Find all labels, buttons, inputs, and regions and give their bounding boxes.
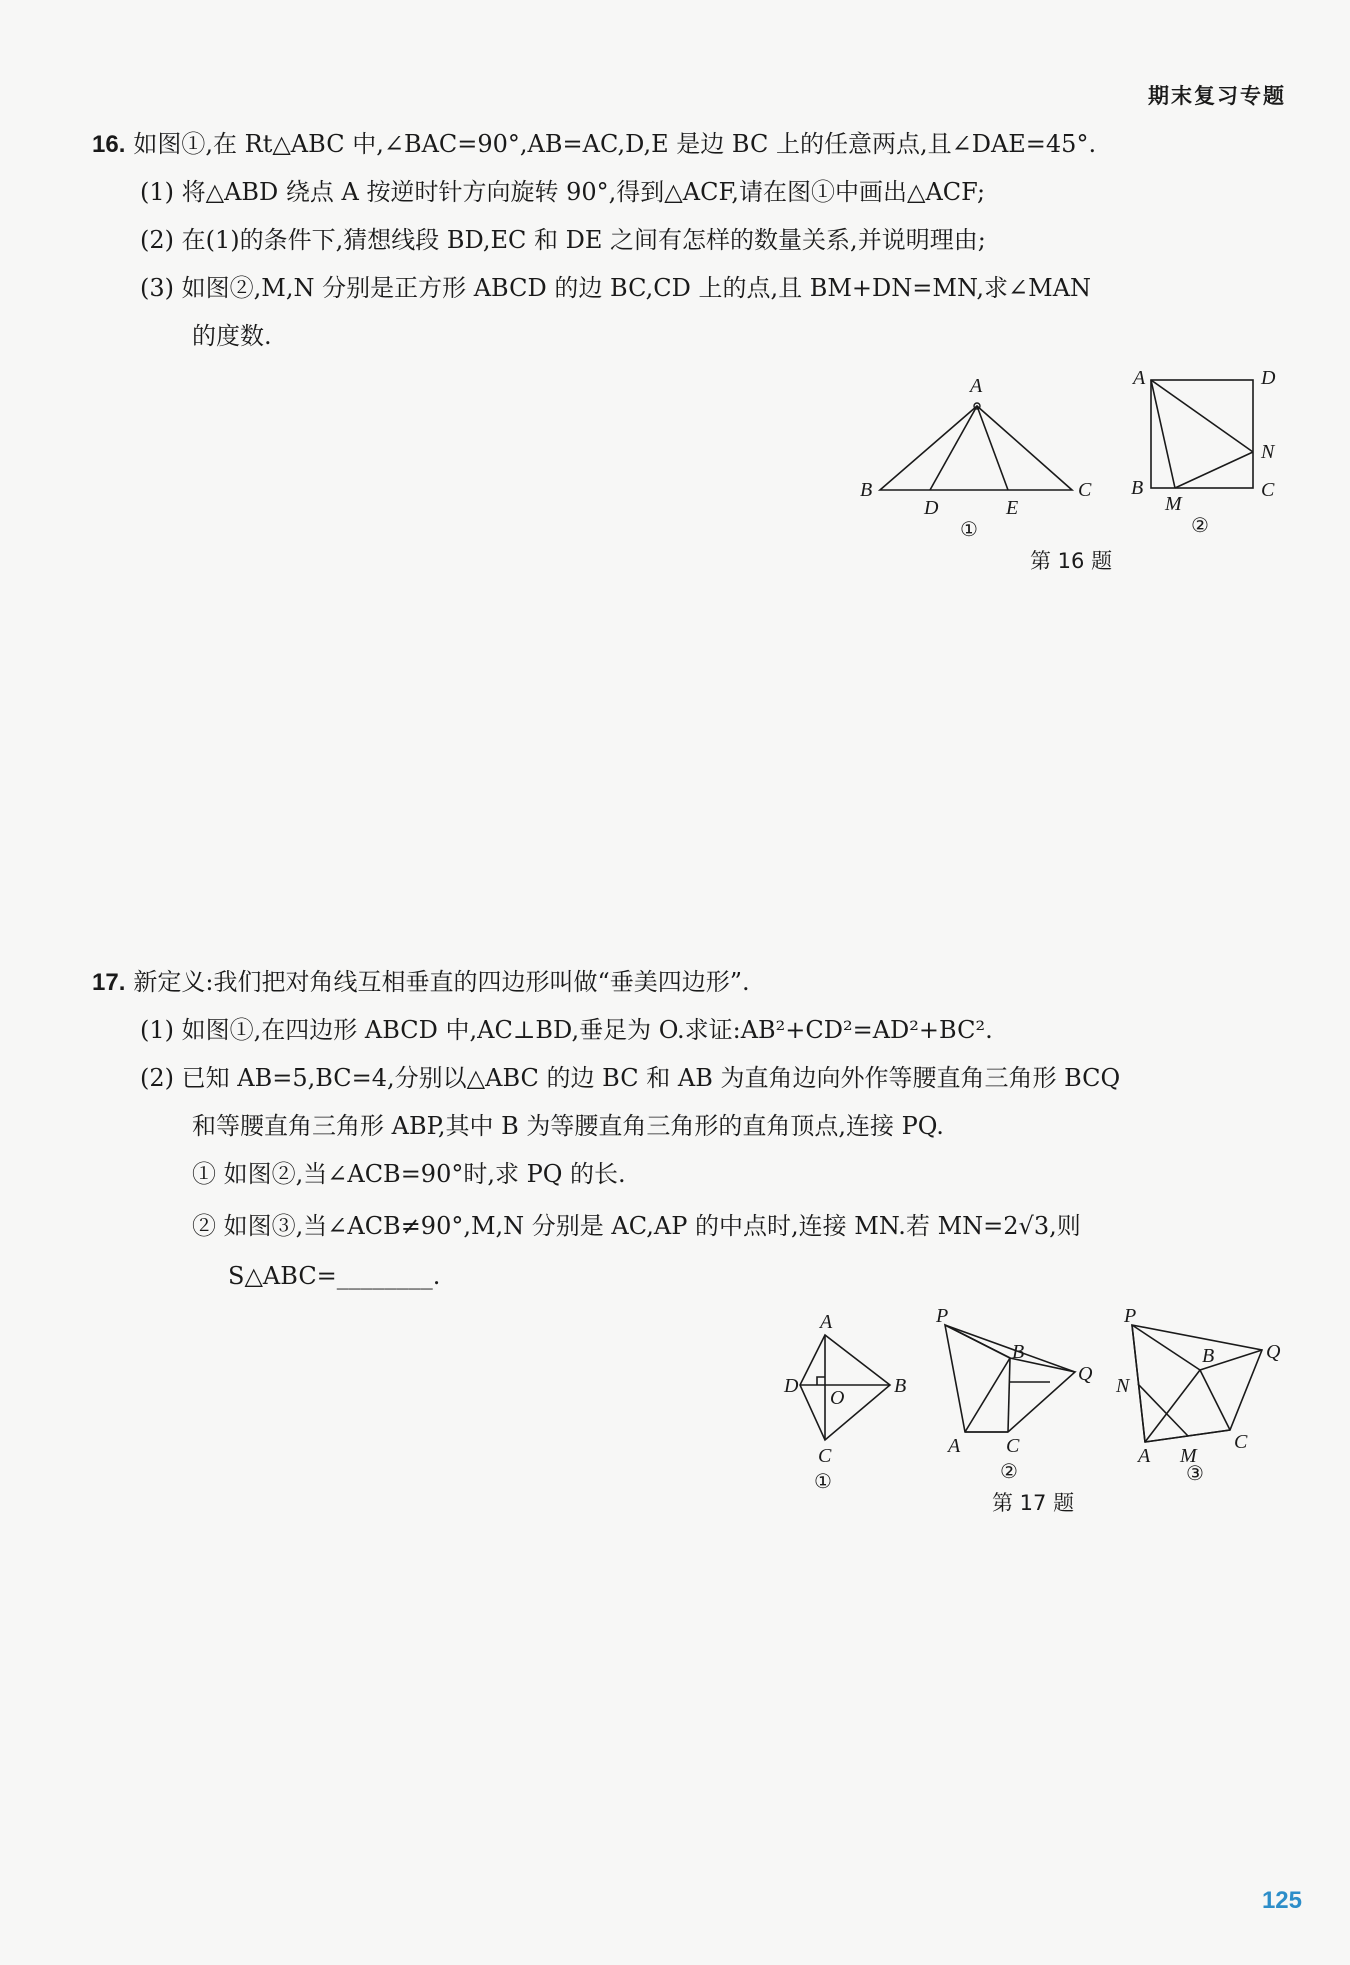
quadrilateral-abcd [800,1335,890,1440]
label-a: A [948,1435,961,1457]
label-c: C [1234,1431,1248,1453]
label-n: N [1261,441,1275,463]
label-n: N [1116,1375,1130,1397]
segment-pa [1132,1325,1145,1442]
figure-number: ② [1000,1459,1018,1483]
segment-mn [1175,452,1253,488]
q17-figure-2 [930,1300,1100,1490]
q17-part1: (1) 如图①,在四边形 ABCD 中,AC⊥BD,垂足为 O.求证:AB²+CD²=AD²+BC². [140,1016,993,1044]
label-q: Q [1266,1341,1281,1363]
triangle-abc [880,406,1072,490]
segment-pb [945,1325,1010,1358]
figure-number: ② [1191,513,1209,537]
q16-figure-1 [860,370,1100,550]
label-m: M [1165,493,1182,515]
q16-part3-line1: (3) 如图②,M,N 分别是正方形 ABCD 的边 BC,CD 上的点,且 BM+DN=MN,求∠MAN [140,274,1092,302]
q16-stem-text: 如图①,在 Rt△ABC 中,∠BAC=90°,AB=AC,D,E 是边 BC 上的任意两点,且∠DAE=45°. [133,130,1097,158]
label-p: P [936,1305,949,1327]
segment-an [1151,380,1253,452]
q17-stem [92,966,750,999]
outline [1132,1325,1262,1442]
segment-ad [930,406,977,490]
segment-mn [1138,1384,1188,1436]
label-b: B [1202,1345,1215,1367]
q16-part2: (2) 在(1)的条件下,猜想线段 BD,EC 和 DE 之间有怎样的数量关系,并说明理由; [140,226,986,254]
label-d: D [924,497,939,519]
q16-number: 16. [92,131,126,158]
label-c: C [1006,1435,1020,1457]
page-header-title: 期末复习专题 [1148,84,1286,108]
q17-part2-line1: (2) 已知 AB=5,BC=4,分别以△ABC 的边 BC 和 AB 为直角边向外作等腰直角三角形 BCQ [140,1064,1121,1092]
q17-sub2-line1: ② 如图③,当∠ACB≠90°,M,N 分别是 AC,AP 的中点时,连接 MN.若 MN=2√3,则 [192,1212,1081,1240]
page-number: 125 [1261,1887,1302,1914]
q17-sub1: ① 如图②,当∠ACB=90°时,求 PQ 的长. [192,1160,626,1188]
segment-ab [1145,1370,1200,1442]
label-b: B [894,1375,907,1397]
segment-ab [965,1358,1010,1432]
square-abcd [1151,380,1253,488]
q17-stem-text: 新定义:我们把对角线互相垂直的四边形叫做“垂美四边形”. [133,968,750,996]
label-a: A [820,1311,833,1333]
label-c: C [1261,479,1275,501]
segment-bc [1200,1370,1230,1430]
label-a: A [970,375,983,397]
q16-part3-line2: 的度数. [192,322,272,350]
q17-caption: 第 17 题 [992,1491,1075,1515]
label-c: C [1078,479,1092,501]
q17-sub2-line2: S△ABC=________. [228,1262,441,1290]
label-d: D [1261,367,1276,389]
segment-bc [1008,1358,1010,1432]
segment-ae [977,406,1008,490]
label-c: C [818,1445,832,1467]
q17-number: 17. [92,969,126,996]
label-a: A [1138,1445,1151,1467]
label-q: Q [1078,1363,1093,1385]
label-p: P [1124,1305,1137,1327]
segment-am [1151,380,1175,488]
label-e: E [1006,497,1019,519]
q16-stem [92,128,1096,161]
q17-figure-3 [1110,1300,1290,1490]
label-b: B [860,479,873,501]
q17-figure-1 [780,1310,920,1493]
q16-part1: (1) 将△ABD 绕点 A 按逆时针方向旋转 90°,得到△ACF,请在图①中画出△ACF; [140,178,986,206]
figure-number: ① [960,517,978,541]
label-m: M [1180,1445,1197,1467]
label-o: O [830,1387,845,1409]
q17-part2-line2: 和等腰直角三角形 ABP,其中 B 为等腰直角三角形的直角顶点,连接 PQ. [192,1112,944,1140]
label-a: A [1133,367,1146,389]
label-b: B [1131,477,1144,499]
q16-figure-2 [1125,362,1295,542]
right-angle-marker [817,1377,825,1385]
figure-number: ① [814,1469,832,1493]
q16-caption: 第 16 题 [1030,549,1113,573]
label-d: D [784,1375,799,1397]
label-b: B [1012,1341,1025,1363]
figure-number: ③ [1186,1461,1204,1485]
